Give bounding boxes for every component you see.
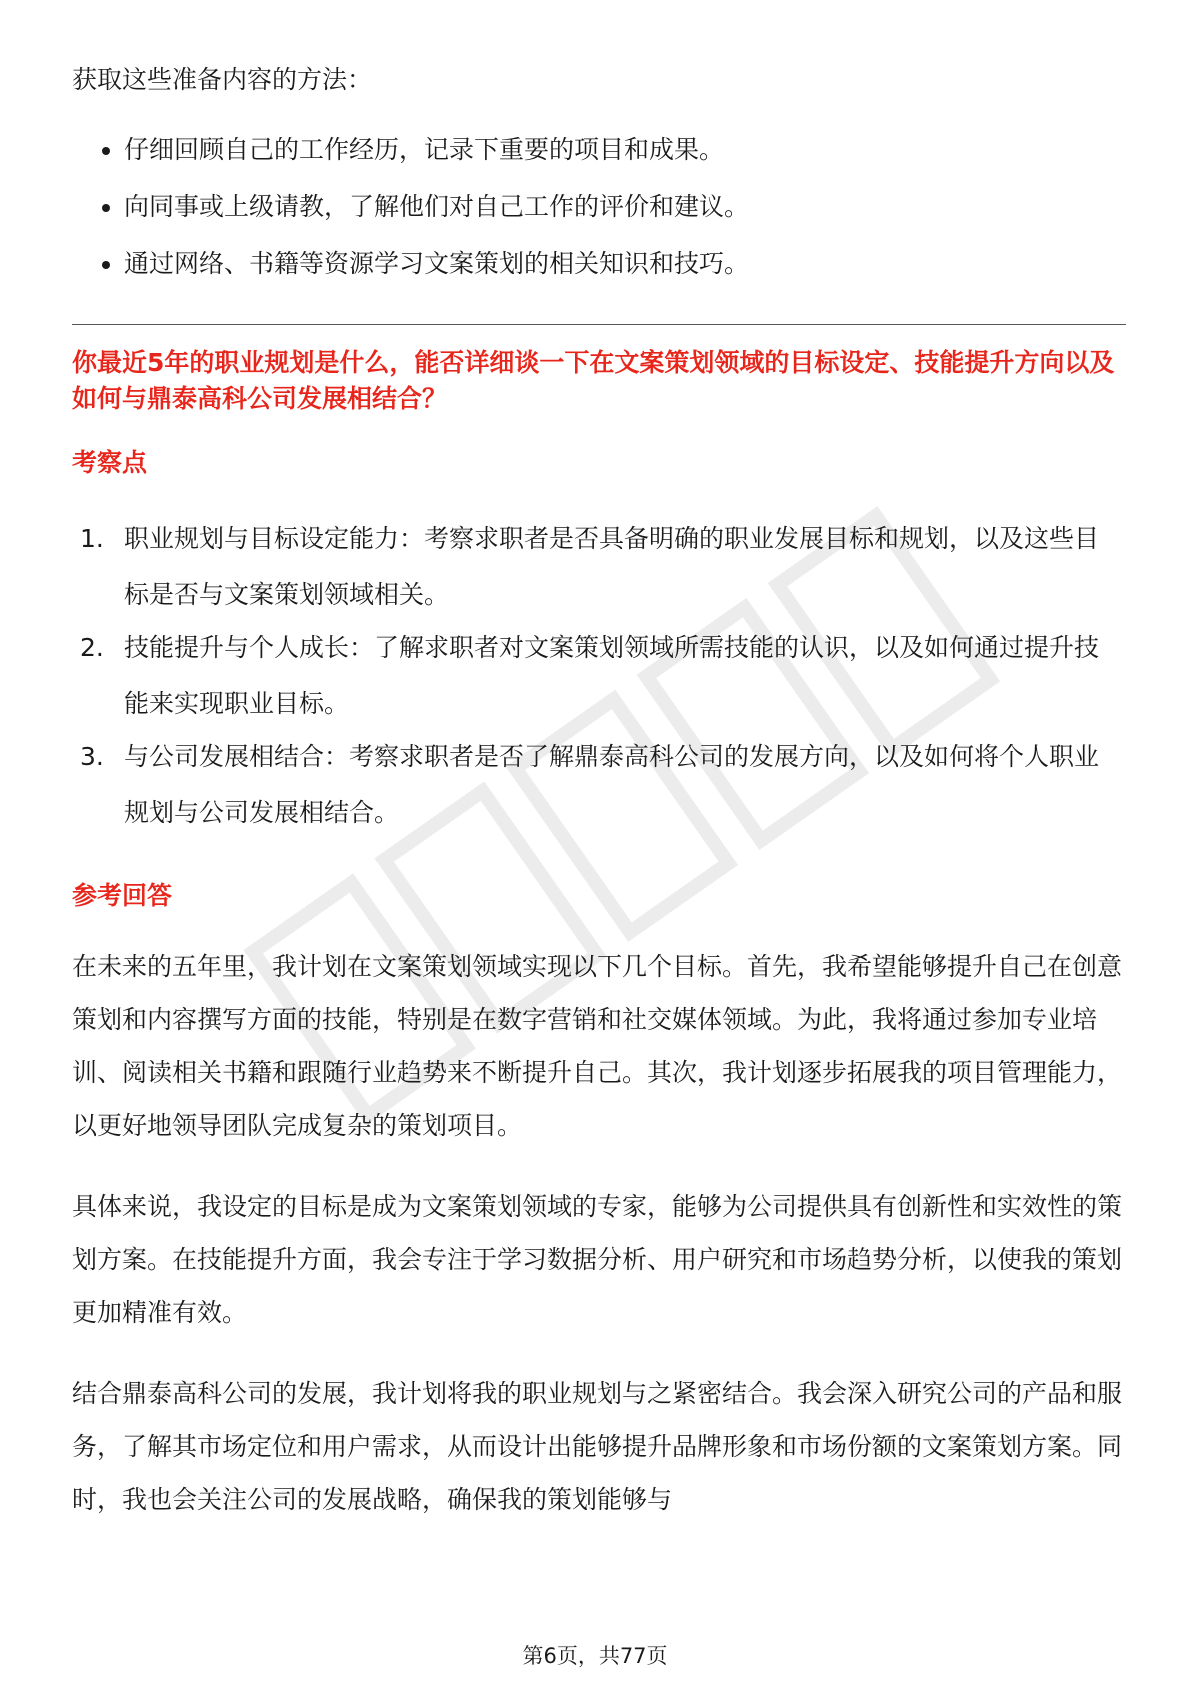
list-item-text: 仔细回顾自己的工作经历，记录下重要的项目和成果。 bbox=[124, 135, 725, 164]
list-item bbox=[72, 620, 1122, 732]
list-item bbox=[72, 244, 1122, 284]
methods-intro: 获取这些准备内容的方法： bbox=[72, 65, 373, 94]
content bbox=[72, 60, 1122, 1554]
list-item-text: 技能提升与个人成长：了解求职者对文案策划领域所需技能的认识，以及如何通过提升技能来实现职业目标。 bbox=[124, 633, 1100, 718]
answer-paragraph: 结合鼎泰高科公司的发展，我计划将我的职业规划与之紧密结合。我会深入研究公司的产品和服务，了解其市场定位和用户需求，从而设计出能够提升品牌形象和市场份额的文案策划方案。同时，我也会关注公司的发展战略，确保我的策划能够与 bbox=[72, 1379, 1123, 1514]
bullet-icon bbox=[102, 147, 110, 155]
bullet-icon bbox=[102, 204, 110, 212]
list-item-text: 职业规划与目标设定能力：考察求职者是否具备明确的职业发展目标和规划，以及这些目标是否与文案策划领域相关。 bbox=[124, 524, 1100, 609]
assessment-title: 考察点 bbox=[72, 448, 148, 477]
list-item-text: 与公司发展相结合：考察求职者是否了解鼎泰高科公司的发展方向，以及如何将个人职业规划与公司发展相结合。 bbox=[124, 742, 1100, 827]
item-number: 1. bbox=[80, 524, 104, 553]
list-item-text: 通过网络、书籍等资源学习文案策划的相关知识和技巧。 bbox=[124, 249, 750, 278]
section-divider bbox=[72, 324, 1126, 325]
methods-list bbox=[72, 130, 1122, 284]
list-item bbox=[72, 187, 1122, 227]
assessment-list bbox=[72, 511, 1122, 841]
page-number: 第6页，共77页 bbox=[522, 1644, 668, 1668]
question-heading: 你最近5年的职业规划是什么，能否详细谈一下在文案策划领域的目标设定、技能提升方向以及如何与鼎泰高科公司发展相结合？ bbox=[72, 348, 1115, 413]
answer-paragraph: 具体来说，我设定的目标是成为文案策划领域的专家，能够为公司提供具有创新性和实效性的策划方案。在技能提升方面，我会专注于学习数据分析、用户研究和市场趋势分析，以使我的策划更加精准有效。 bbox=[72, 1192, 1123, 1327]
item-number: 3. bbox=[80, 742, 104, 771]
bullet-icon bbox=[102, 261, 110, 269]
answer-title: 参考回答 bbox=[72, 881, 173, 910]
list-item-text: 向同事或上级请教，了解他们对自己工作的评价和建议。 bbox=[124, 192, 750, 221]
list-item bbox=[72, 511, 1122, 623]
item-number: 2. bbox=[80, 633, 104, 662]
list-item bbox=[72, 130, 1122, 170]
answer-paragraph: 在未来的五年里，我计划在文案策划领域实现以下几个目标。首先，我希望能够提升自己在创意策划和内容撰写方面的技能，特别是在数字营销和社交媒体领域。为此，我将通过参加专业培训、阅读相关书籍和跟随行业趋势来不断提升自己。其次，我计划逐步拓展我的项目管理能力，以更好地领导团队完成复杂的策划项目。 bbox=[72, 952, 1123, 1140]
list-item bbox=[72, 729, 1122, 841]
